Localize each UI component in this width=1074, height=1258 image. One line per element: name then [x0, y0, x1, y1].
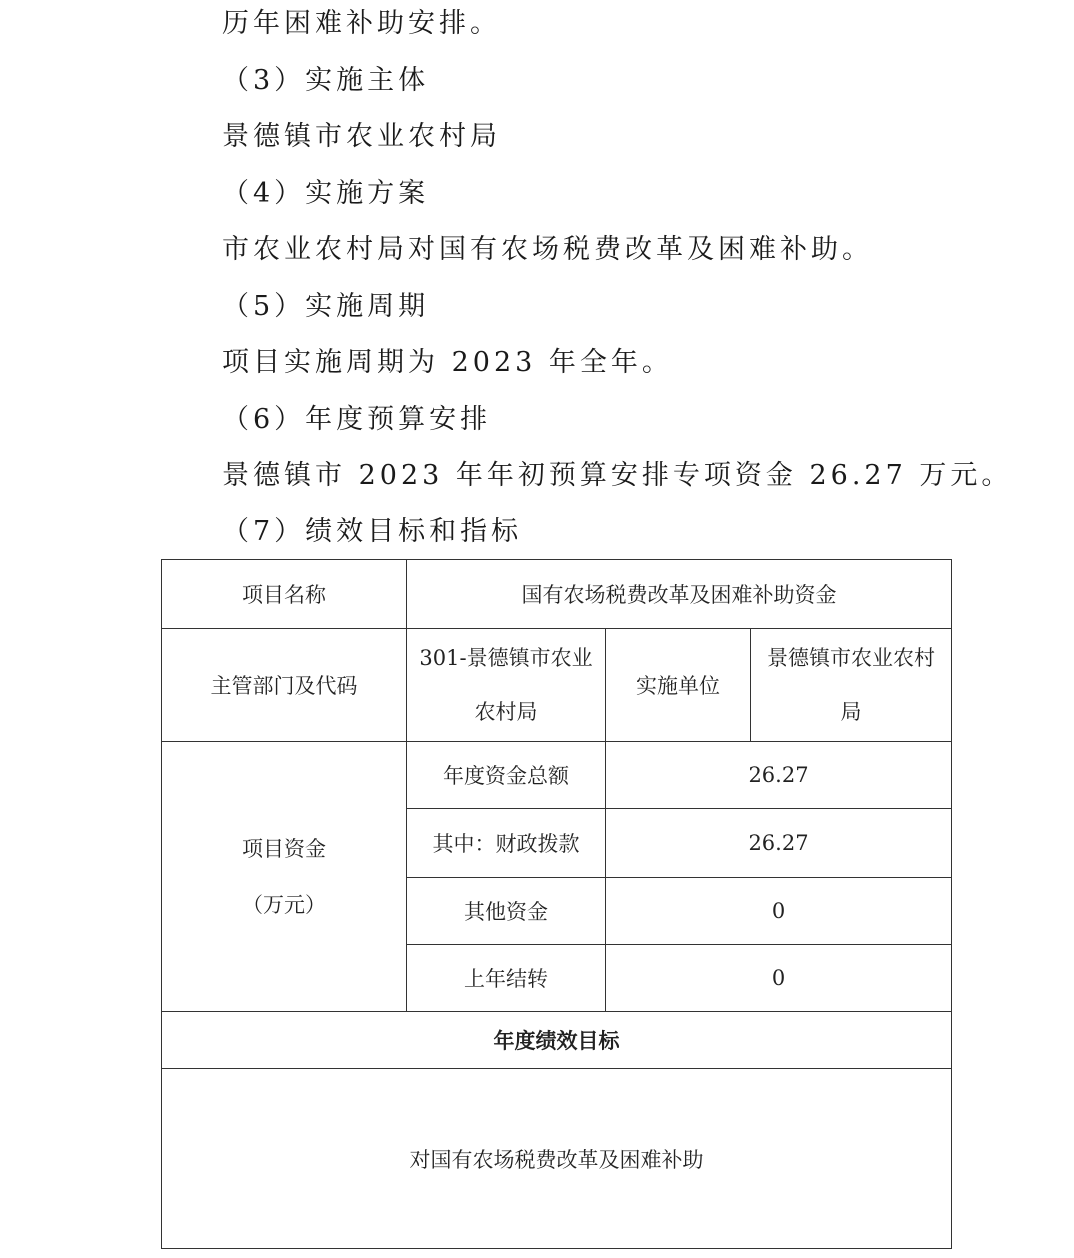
- heading-implementing-entity: （3）实施主体: [222, 65, 430, 96]
- funds-label: [162, 742, 406, 1011]
- dept-label: 主管部门及代码: [210, 674, 358, 698]
- annual-goal-text: 对国有农场税费改革及困难补助: [409, 1147, 704, 1172]
- funds-row-value: 0: [771, 966, 786, 990]
- impl-unit-value-line1: 景德镇市农业农村: [767, 646, 935, 670]
- paragraph-1: 历年困难补助安排。: [222, 8, 501, 39]
- performance-table: [161, 559, 952, 1249]
- funds-row-label: 上年结转: [464, 967, 548, 991]
- dept-value-line1: 301-景德镇市农业: [419, 646, 593, 670]
- paragraph-implementation-plan: 市农业农村局对国有农场税费改革及困难补助。: [222, 234, 873, 265]
- paragraph-annual-budget: 景德镇市 2023 年年初预算安排专项资金 26.27 万元。: [222, 460, 1013, 491]
- impl-unit-label: 实施单位: [636, 674, 720, 698]
- heading-implementation-period: （5）实施周期: [222, 291, 430, 322]
- annual-goal-header: 年度绩效目标: [493, 1028, 620, 1053]
- funds-row-value: 26.27: [748, 831, 809, 855]
- funds-label-line2: （万元）: [242, 892, 326, 917]
- funds-row-value: 26.27: [748, 763, 809, 787]
- project-name-value: 国有农场税费改革及困难补助资金: [521, 583, 837, 607]
- funds-row-label: 年度资金总额: [443, 764, 569, 788]
- funds-label-line1: 项目资金: [242, 836, 326, 861]
- heading-implementation-plan: （4）实施方案: [222, 178, 430, 209]
- paragraph-implementing-entity: 景德镇市农业农村局: [222, 121, 501, 152]
- heading-performance-goals: （7）绩效目标和指标: [222, 516, 523, 547]
- project-name-label: 项目名称: [242, 583, 326, 607]
- dept-value-line2: 农村局: [474, 700, 538, 724]
- funds-row-value: 0: [771, 899, 786, 923]
- funds-row-label: 其他资金: [464, 900, 548, 924]
- funds-row-label: 其中：财政拨款: [432, 832, 580, 856]
- impl-unit-value-line2: 局: [840, 700, 862, 724]
- dept-value: [407, 629, 605, 741]
- impl-unit-value: [751, 629, 951, 741]
- paragraph-implementation-period: 项目实施周期为 2023 年全年。: [222, 347, 673, 378]
- heading-annual-budget: （6）年度预算安排: [222, 404, 492, 435]
